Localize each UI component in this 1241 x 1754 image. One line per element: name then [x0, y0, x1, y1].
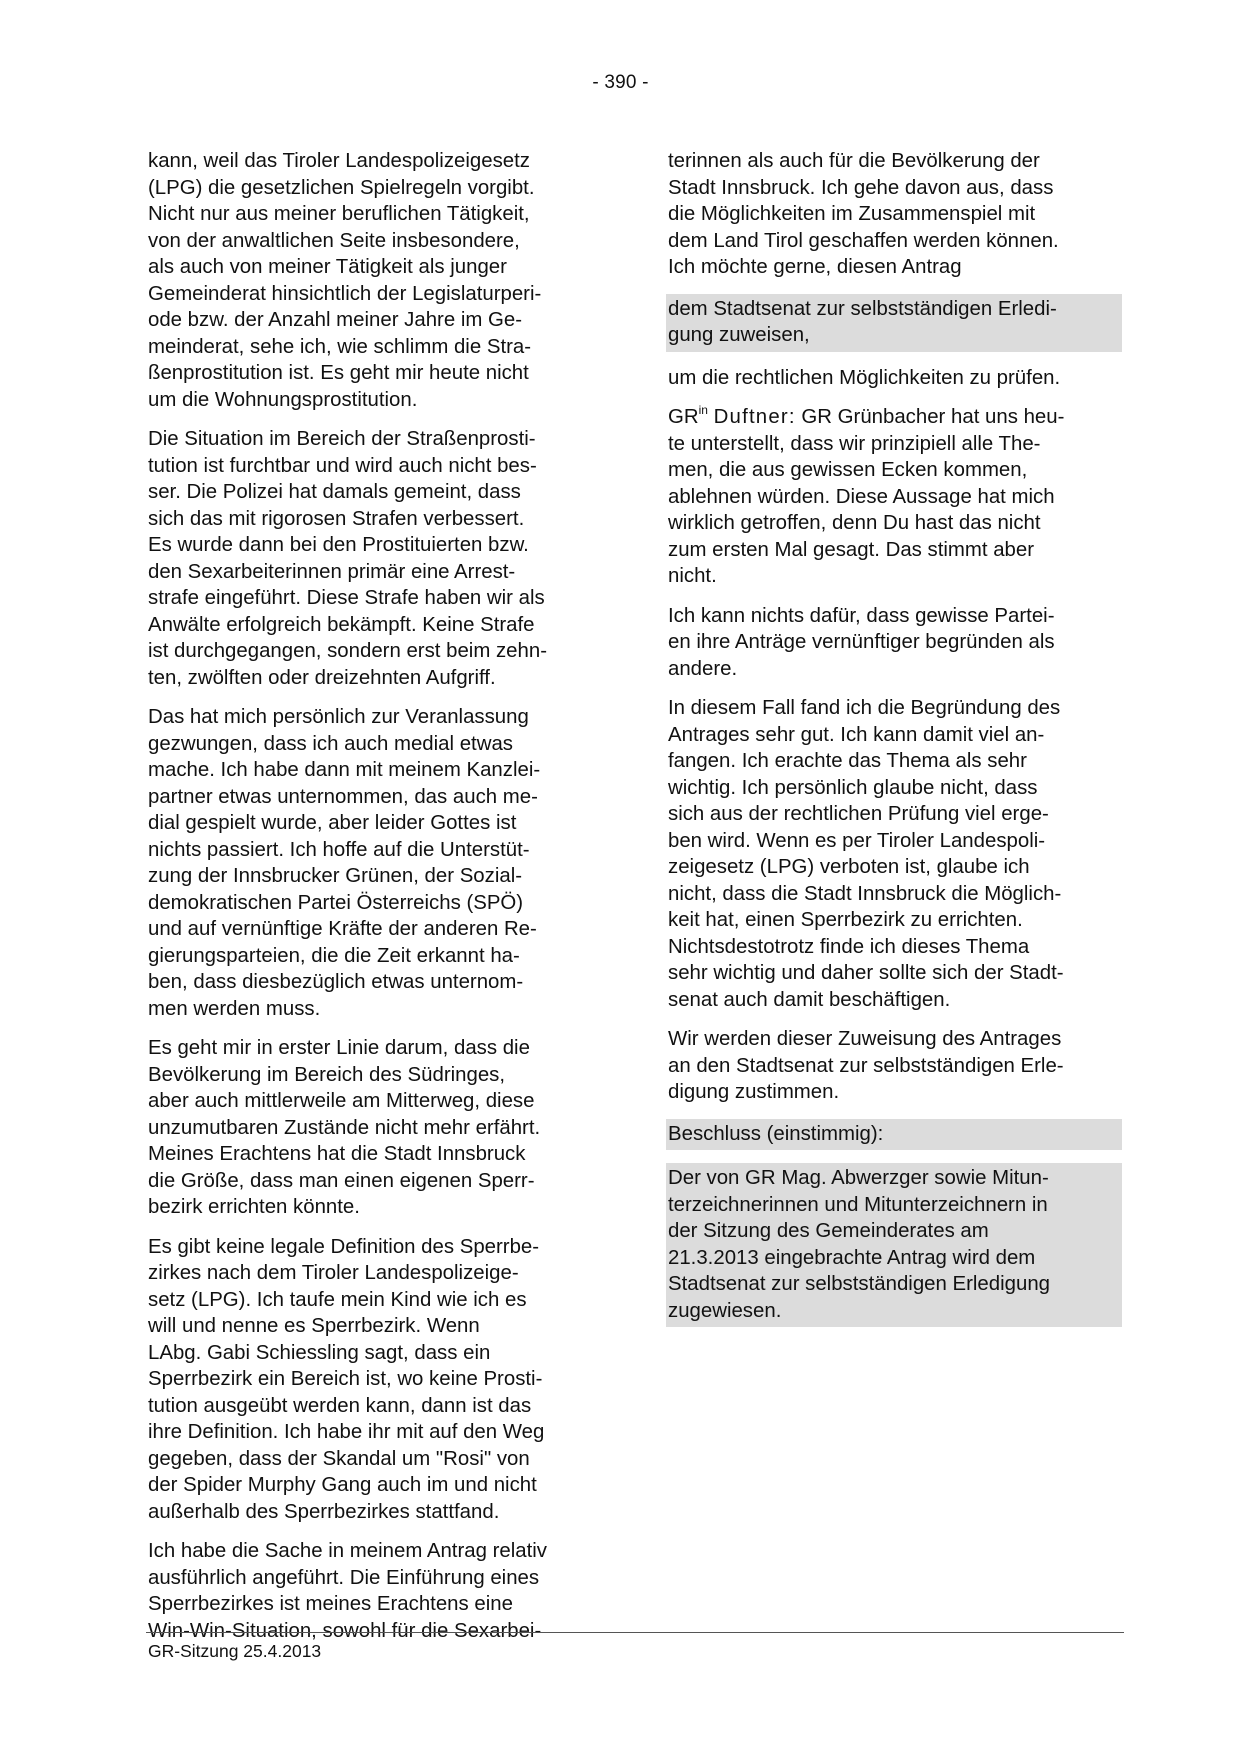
text-line: ausführlich angeführt. Die Einführung eines: [148, 1566, 540, 1589]
text-line: ihre Definition. Ich habe ihr mit auf den Weg: [148, 1421, 545, 1443]
text-line: te unterstellt, dass wir prinzipiell alle The-: [668, 432, 1041, 455]
text-line: gierungsparteien, die die Zeit erkannt ha-: [148, 944, 520, 967]
motion-box: [666, 294, 1122, 352]
text-line: wichtig. Ich persönlich glaube nicht, dass: [668, 776, 1038, 799]
text-line: ablehnen würden. Diese Aussage hat mich: [668, 485, 1055, 508]
text-line: Es wurde dann bei den Prostituierten bzw.: [148, 534, 529, 556]
text-line: sehr wichtig und daher sollte sich der Stadt-: [668, 962, 1064, 984]
paragraph: [668, 603, 1124, 683]
speaker-text: GR Grünbacher hat uns heu-: [801, 406, 1065, 428]
text-line: tution ist furchtbar und wird auch nicht bes-: [148, 454, 537, 477]
text-line: zirkes nach dem Tiroler Landespolizeige-: [148, 1262, 519, 1284]
text-line: Stadt Innsbruck. Ich gehe davon aus, dass: [668, 176, 1054, 199]
text-line: Wir werden dieser Zuweisung des Antrages: [668, 1028, 1062, 1050]
text-line: Ich kann nichts dafür, dass gewisse Partei-: [668, 604, 1055, 627]
text-line: sich aus der rechtlichen Prüfung viel erge-: [668, 803, 1049, 825]
text-line: mache. Ich habe dann mit meinem Kanzlei-: [148, 759, 541, 781]
text-line: [668, 404, 1124, 431]
text-line: 21.3.2013 eingebrachte Antrag wird dem: [668, 1246, 1036, 1269]
text-line: gung zuweisen,: [668, 324, 810, 346]
text-line: Beschluss (einstimmig):: [668, 1122, 884, 1145]
text-line: Der von GR Mag. Abwerzger sowie Mitun-: [668, 1167, 1049, 1189]
text-line: an den Stadtsenat zur selbstständigen Erle-: [668, 1054, 1064, 1077]
text-line: um die Wohnungsprostitution.: [148, 388, 418, 411]
text-line: will und nenne es Sperrbezirk. Wenn: [148, 1315, 480, 1337]
text-line: terinnen als auch für die Bevölkerung der: [668, 150, 1040, 172]
text-line: ßenprostitution ist. Es geht mir heute nicht: [148, 362, 529, 384]
text-line: Ich habe die Sache in meinem Antrag relativ: [148, 1540, 547, 1562]
text-line: demokratischen Partei Österreichs (SPÖ): [148, 891, 524, 914]
resolution-heading: [666, 1119, 1122, 1151]
paragraph: [148, 1234, 608, 1526]
text-line: fangen. Ich erachte das Thema als sehr: [668, 750, 1027, 772]
paragraph: [148, 1035, 608, 1221]
text-line: zum ersten Mal gesagt. Das stimmt aber: [668, 538, 1035, 561]
text-line: ten, zwölften oder dreizehnten Aufgriff.: [148, 666, 496, 689]
text-line: Es gibt keine legale Definition des Sperrbe-: [148, 1235, 540, 1258]
text-line: men, die aus gewissen Ecken kommen,: [668, 459, 1028, 481]
paragraph: [148, 148, 608, 413]
footer-divider: [146, 1632, 1124, 1633]
text-line: der Spider Murphy Gang auch im und nicht: [148, 1474, 537, 1496]
paragraph: [148, 426, 608, 691]
text-line: terzeichnerinnen und Mitunterzeichnern in: [668, 1193, 1048, 1216]
text-line: kann, weil das Tiroler Landespolizeigesetz: [148, 150, 530, 172]
text-line: der Sitzung des Gemeinderates am: [668, 1220, 989, 1242]
text-line: gezwungen, dass ich auch medial etwas: [148, 732, 513, 755]
text-line: den Sexarbeiterinnen primär eine Arrest-: [148, 560, 516, 583]
text-line: dem Land Tirol geschaffen werden können.: [668, 229, 1059, 252]
text-line: Das hat mich persönlich zur Veranlassung: [148, 706, 529, 728]
resolution-text: [666, 1163, 1122, 1327]
paragraph: [668, 148, 1124, 281]
text-line: strafe eingeführt. Diese Strafe haben wir als: [148, 587, 545, 609]
text-line: dial gespielt wurde, aber leider Gottes ist: [148, 812, 517, 834]
text-line: In diesem Fall fand ich die Begründung des: [668, 697, 1061, 719]
page-number: - 390 -: [592, 72, 649, 93]
text-line: gegeben, dass der Skandal um "Rosi" von: [148, 1447, 530, 1470]
text-line: dem Stadtsenat zur selbstständigen Erledi-: [668, 297, 1057, 320]
speaker-title-superscript: in: [698, 403, 708, 417]
paragraph: [668, 365, 1124, 392]
text-line: als auch von meiner Tätigkeit als junger: [148, 256, 507, 278]
text-line: ist durchgegangen, sondern erst beim zehn-: [148, 640, 547, 662]
text-line: Die Situation im Bereich der Straßenprosti-: [148, 428, 536, 450]
text-line: bezirk errichten könnte.: [148, 1196, 360, 1218]
text-line: aber auch mittlerweile am Mitterweg, diese: [148, 1090, 535, 1112]
left-column: [148, 148, 608, 1657]
text-line: Meines Erachtens hat die Stadt Innsbruck: [148, 1143, 526, 1165]
text-line: Stadtsenat zur selbstständigen Erledigung: [668, 1273, 1051, 1295]
text-line: die Größe, dass man einen eigenen Sperr-: [148, 1169, 535, 1192]
text-line: unzumutbaren Zustände nicht mehr erfährt.: [148, 1116, 541, 1139]
text-line: nichts passiert. Ich hoffe auf die Unterstüt-: [148, 838, 530, 861]
text-line: (LPG) die gesetzlichen Spielregeln vorgibt.: [148, 176, 535, 199]
text-line: zugewiesen.: [668, 1299, 782, 1322]
text-line: Nichtsdestotrotz finde ich dieses Thema: [668, 935, 1030, 958]
text-line: Gemeinderat hinsichtlich der Legislaturperi-: [148, 282, 542, 305]
text-line: Sperrbezirk ein Bereich ist, wo keine Prosti-: [148, 1368, 543, 1390]
text-line: Sperrbezirkes ist meines Erachtens eine: [148, 1593, 513, 1615]
text-line: tution ausgeübt werden kann, dann ist das: [148, 1394, 532, 1417]
text-line: ode bzw. der Anzahl meiner Jahre im Ge-: [148, 309, 523, 331]
text-line: meinderat, sehe ich, wie schlimm die Stra-: [148, 335, 532, 358]
text-line: ben, dass diesbezüglich etwas unternom-: [148, 971, 524, 993]
text-line: Bevölkerung im Bereich des Südringes,: [148, 1063, 506, 1086]
text-line: wirklich getroffen, denn Du hast das nicht: [668, 512, 1041, 534]
paragraph: [148, 704, 608, 1022]
text-line: Win-Win-Situation, sowohl für die Sexarbei-: [148, 1619, 542, 1642]
paragraph: [148, 1538, 608, 1644]
text-line: von der anwaltlichen Seite insbesondere,: [148, 229, 520, 252]
text-line: nicht.: [668, 565, 717, 587]
text-line: außerhalb des Sperrbezirkes stattfand.: [148, 1500, 500, 1523]
text-line: LAbg. Gabi Schiessling sagt, dass ein: [148, 1341, 491, 1364]
text-line: ben wird. Wenn es per Tiroler Landespoli-: [668, 829, 1046, 852]
text-line: sich das mit rigorosen Strafen verbessert.: [148, 507, 525, 530]
speaker-name: Duftner:: [713, 406, 796, 428]
text-line: partner etwas unternommen, das auch me-: [148, 785, 538, 808]
text-line: um die rechtlichen Möglichkeiten zu prüfen.: [668, 366, 1061, 389]
text-line: Antrages sehr gut. Ich kann damit viel an-: [668, 723, 1045, 746]
text-line: men werden muss.: [148, 997, 321, 1020]
text-line: keit hat, einen Sperrbezirk zu errichten.: [668, 909, 1023, 931]
text-line: Anwälte erfolgreich bekämpft. Keine Strafe: [148, 613, 535, 636]
text-line: nicht, dass die Stadt Innsbruck die Möglich-: [668, 882, 1062, 905]
speaker-title: GR: [668, 406, 699, 428]
text-line: ser. Die Polizei hat damals gemeint, dass: [148, 481, 521, 503]
text-line: setz (LPG). Ich taufe mein Kind wie ich es: [148, 1288, 527, 1311]
footer-session-label: GR-Sitzung 25.4.2013: [148, 1641, 322, 1661]
text-line: andere.: [668, 657, 738, 680]
text-line: Ich möchte gerne, diesen Antrag: [668, 256, 962, 278]
text-line: digung zustimmen.: [668, 1081, 840, 1103]
text-line: zung der Innsbrucker Grünen, der Sozial-: [148, 865, 523, 887]
text-line: zeigesetz (LPG) verboten ist, glaube ich: [668, 856, 1030, 878]
text-line: senat auch damit beschäftigen.: [668, 988, 951, 1011]
speaker-paragraph: [668, 404, 1124, 590]
paragraph: [668, 1026, 1124, 1106]
right-column: [668, 148, 1124, 1340]
text-line: en ihre Anträge vernünftiger begründen als: [668, 631, 1055, 653]
text-line: und auf vernünftige Kräfte der anderen Re-: [148, 918, 537, 940]
text-line: die Möglichkeiten im Zusammenspiel mit: [668, 203, 1036, 225]
paragraph: [668, 695, 1124, 1013]
text-line: Es geht mir in erster Linie darum, dass die: [148, 1037, 530, 1059]
text-line: Nicht nur aus meiner beruflichen Tätigkeit,: [148, 203, 530, 225]
